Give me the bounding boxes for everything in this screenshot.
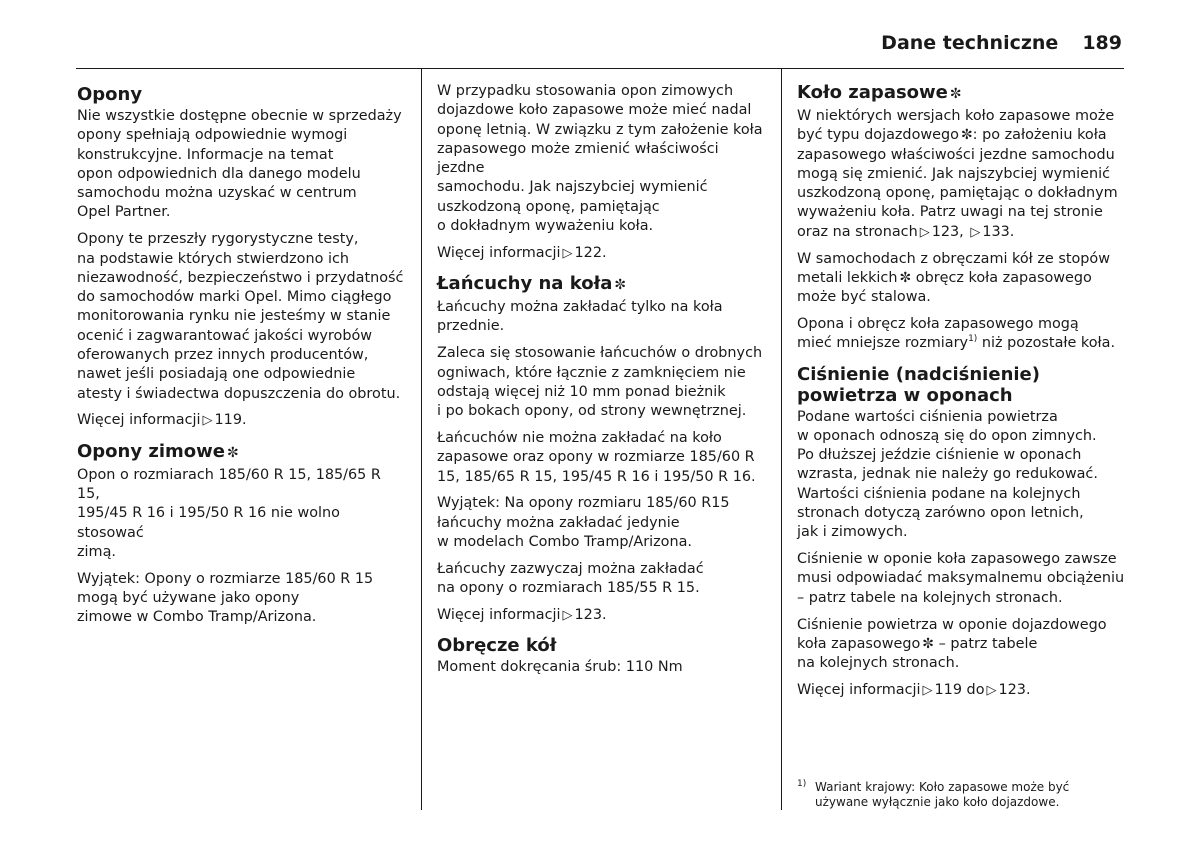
page-number: 189 xyxy=(1082,32,1122,54)
paragraph-alloy-wheels: W samochodach z obręczami kół ze stopów metali lekkich ✼ obręcz koła zapasowego może być stalowa. xyxy=(797,250,1110,306)
paragraph-lancuchy-fine: Zaleca się stosowanie łańcuchów o drobnych ogniwach, które łącznie z zamknięciem nie odstają więcej niż 10 mm ponad bieżnik i po bokach opony, od strony wewnętrznej. xyxy=(437,345,763,420)
page-ref[interactable]: 123, xyxy=(931,223,969,240)
column-divider-1 xyxy=(421,68,422,810)
paragraph-torque: Moment dokręcania śrub: 110 Nm xyxy=(437,659,683,676)
paragraph-opony-intro: Nie wszystkie dostępne obecnie w sprzedaży opony spełniają odpowiednie wymogi konstrukcyjne. Informacje na temat opon odpowiednich dla danego modelu samochodu można uzyskać w centrum Opel Partner. xyxy=(77,108,402,221)
asterisk-icon: ✼ xyxy=(949,86,962,102)
paragraph-opony-tests: Opony te przeszły rygorystyczne testy, na podstawie których stwierdzono ich niezawodność, bezpieczeństwo i przydatność do samochodów marki Opel. Mimo ciągłego monitorowania rynku nie jesteśmy w stanie ocenić i zagwarantować jakości wyrobów oferowanych przez innych producentów, nawet jeśli posiadają one odpowiednie atesty i świadectwa dopuszczenia do obrotu. xyxy=(77,231,404,402)
more-info-line: Więcej informacji ▷ 119 do ▷ 123. xyxy=(797,681,1031,698)
column-1 xyxy=(77,84,407,635)
paragraph-spare-type: W niektórych wersjach koło zapasowe może być typu dojazdowego ✼: po założeniu koła zapasowego właściwości jezdne samochodu mogą się zmienić. Jak najszybciej wymienić uszkodzoną oponę, pamiętając o dokładnym wyważeniu koła. Patrz uwagi na tej stronie oraz na stronach ▷ 123, ▷ 133. xyxy=(797,108,1118,240)
page-ref-icon: ▷ xyxy=(919,224,930,240)
section-title: Dane techniczne xyxy=(881,32,1059,54)
asterisk-icon: ✼ xyxy=(226,444,239,461)
paragraph-smaller-size: Opona i obręcz koła zapasowego mogą mieć mniejsze rozmiary$^{1)}$ niż pozostałe koła. xyxy=(797,315,1116,352)
page-ref[interactable]: 119. xyxy=(214,412,247,429)
paragraph-pressure-cold: Podane wartości ciśnienia powietrza w oponach odnoszą się do opon zimnych. Po dłuższej jeździe ciśnienie w oponach wzrasta, jednak nie należy go redukować. Wartości ciśnienia podane na kolejnych stronach dotyczą zarówno opon letnich, jak i zimowych. xyxy=(797,408,1098,541)
paragraph-spare-winter: W przypadku stosowania opon zimowych dojazdowe koło zapasowe może mieć nadal oponę letnią. W związku z tym założenie koła zapasowego może zmienić właściwości jezdne samochodu. Jak najszybciej wymienić uszkodzoną oponę, pamiętając o dokładnym wyważeniu koła. xyxy=(437,83,763,235)
footnote: 1) Wariant krajowy: Koło zapasowe może być używane wyłącznie jako koło dojazdowe. xyxy=(797,779,1070,809)
page-ref-icon: ▷ xyxy=(562,245,573,261)
asterisk-icon: ✼ xyxy=(614,277,627,294)
heading-obrecze: Obręcze kół xyxy=(437,635,557,657)
page-ref-icon: ▷ xyxy=(202,413,213,429)
paragraph-zimowe-exception: Wyjątek: Opony o rozmiarze 185/60 R 15 mogą być używane jako opony zimowe w Combo Tramp/Arizona. xyxy=(77,570,374,626)
page-ref-icon: ▷ xyxy=(986,682,997,698)
header-rule xyxy=(76,68,1124,69)
paragraph-pressure-spare: Ciśnienie w oponie koła zapasowego zawsze musi odpowiadać maksymalnemu obciążeniu – patrz tabele na kolejnych stronach. xyxy=(797,551,1125,606)
heading-kolo-zapasowe: Koło zapasowe ✼ xyxy=(797,82,962,103)
paragraph-zimowe-sizes: Opon o rozmiarach 185/60 R 15, 185/65 R 15, 195/45 R 16 i 195/50 R 16 nie wolno stosować zimą. xyxy=(77,466,381,560)
paragraph-lancuchy-exception: Wyjątek: Na opony rozmiaru 185/60 R15 łańcuchy można zakładać jedynie w modelach Combo Tramp/Arizona. xyxy=(437,495,730,550)
column-2 xyxy=(437,82,767,685)
paragraph-lancuchy-front: Łańcuchy można zakładać tylko na koła przednie. xyxy=(437,299,723,335)
page-ref-icon: ▷ xyxy=(562,607,573,623)
page-ref-icon: ▷ xyxy=(922,682,933,698)
paragraph-lancuchy-sizes: Łańcuchy zazwyczaj można zakładać na opony o rozmiarach 185/55 R 15. xyxy=(437,560,704,597)
page-ref-icon: ▷ xyxy=(970,224,981,240)
more-info-line: Więcej informacji ▷ 119. xyxy=(77,412,247,429)
page-header xyxy=(881,32,1122,54)
page-ref[interactable]: 122. xyxy=(574,244,607,261)
page-ref[interactable]: 123. xyxy=(998,681,1031,698)
page-ref[interactable]: 133. xyxy=(982,223,1015,240)
paragraph-lancuchy-not-allowed: Łańcuchów nie można zakładać na koło zapasowe oraz opony w rozmiarze 185/60 R 15, 185/65 R 15, 195/45 R 16 i 195/50 R 16. xyxy=(437,429,756,485)
asterisk-icon: ✼ xyxy=(960,127,973,144)
footnote-ref[interactable]: 1) xyxy=(968,334,978,345)
asterisk-icon: ✼ xyxy=(922,635,935,652)
heading-opony-zimowe: Opony zimowe ✼ xyxy=(77,440,239,462)
heading-cisnienie: Ciśnienie (nadciśnienie) powietrza w oponach xyxy=(797,363,1040,406)
footnote-mark: 1) xyxy=(797,779,807,789)
column-divider-2 xyxy=(781,68,782,810)
heading-opony: Opony xyxy=(77,84,143,105)
more-info-line: Więcej informacji ▷ 122. xyxy=(437,244,607,261)
heading-lancuchy: Łańcuchy na koła ✼ xyxy=(437,273,627,295)
paragraph-pressure-temporary: Ciśnienie powietrza w oponie dojazdowego koła zapasowego ✼ – patrz tabele na kolejnych stronach. xyxy=(797,616,1107,672)
page-ref[interactable]: 123. xyxy=(574,606,607,623)
page-ref[interactable]: 119 do xyxy=(934,681,985,698)
column-3 xyxy=(797,82,1127,708)
more-info-line: Więcej informacji ▷ 123. xyxy=(437,606,607,623)
asterisk-icon: ✼ xyxy=(899,269,912,286)
